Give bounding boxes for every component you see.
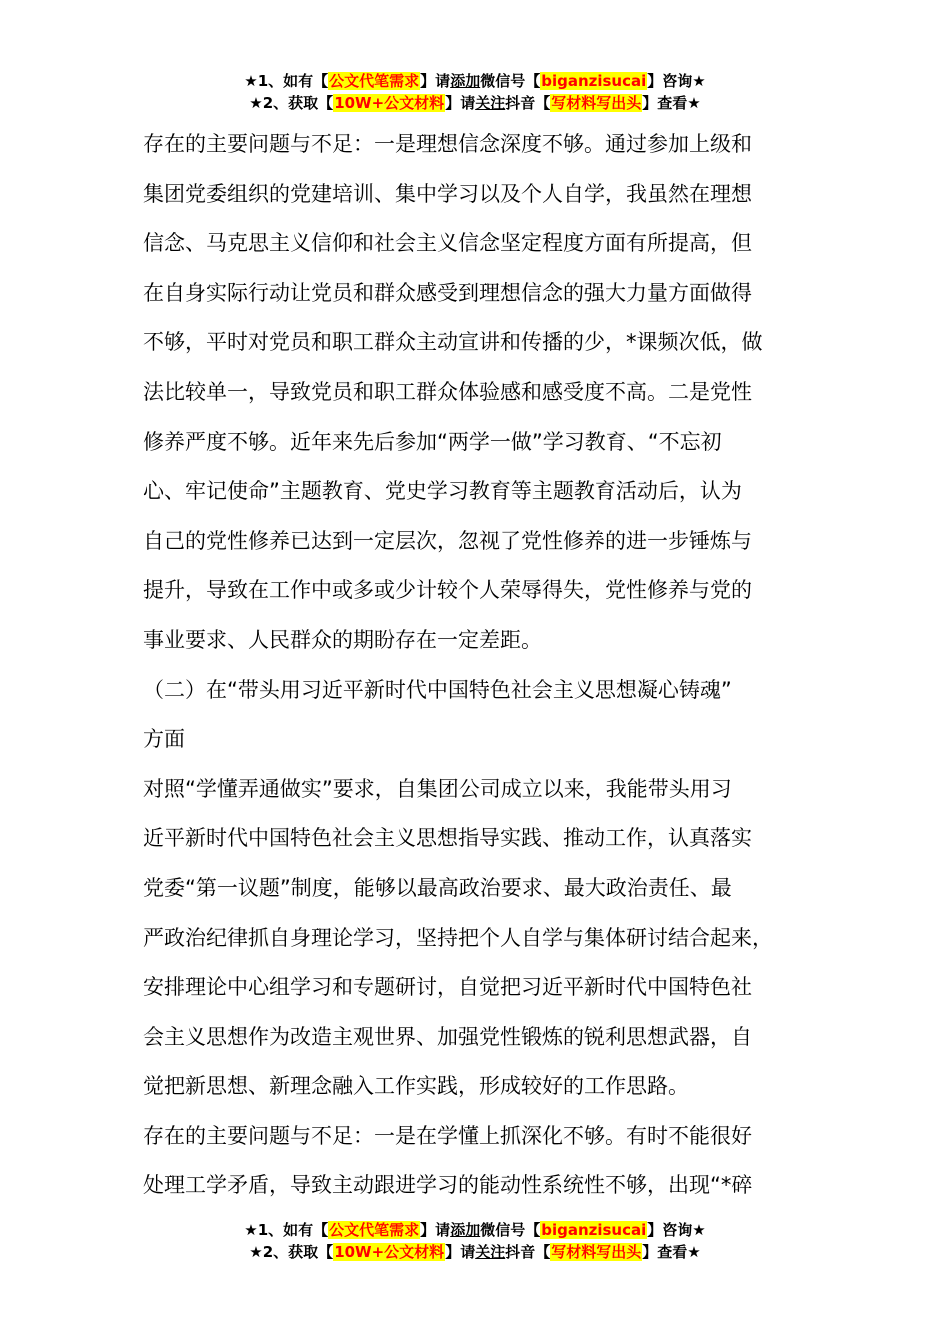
text-line: 近平新时代中国特色社会主义思想指导实践、推动工作，认真落实 bbox=[143, 826, 752, 851]
banner-text: 微信号【 bbox=[480, 72, 541, 90]
header-banner bbox=[0, 70, 950, 114]
banner-text: ★2、获取【 bbox=[249, 1243, 334, 1261]
text-line: 存在的主要问题与不足：一是理想信念深度不够。通过参加上级和 bbox=[143, 132, 752, 156]
text-line: 方面 bbox=[143, 727, 185, 752]
highlight-douyin: 写材料写出头 bbox=[551, 1243, 642, 1261]
banner-text: 】请 bbox=[445, 94, 476, 112]
banner-line-1 bbox=[0, 1219, 950, 1241]
text-line: 修养严度不够。近年来先后参加“两学一做”学习教育、“不忘初 bbox=[143, 429, 722, 454]
text-line: 安排理论中心组学习和专题研讨，自觉把习近平新时代中国特色社 bbox=[143, 975, 752, 1000]
paragraph-problems-1 bbox=[143, 120, 833, 666]
banner-text: 】查看★ bbox=[642, 1243, 701, 1261]
text-line: 觉把新思想、新理念融入工作实践，形成较好的工作思路。 bbox=[143, 1074, 689, 1099]
text-line: 集团党委组织的党建培训、集中学习以及个人自学，我虽然在理想 bbox=[143, 181, 752, 206]
underline-text: 添加 bbox=[450, 1221, 481, 1239]
text-line: 提升，导致在工作中或多或少计较个人荣辱得失，党性修养与党的 bbox=[143, 578, 752, 603]
highlight-materials: 10W+公文材料 bbox=[334, 94, 445, 112]
text-line: 事业要求、人民群众的期盼存在一定差距。 bbox=[143, 627, 542, 652]
highlight-service: 公文代笔需求 bbox=[329, 72, 420, 90]
text-line: 会主义思想作为改造主观世界、加强党性锻炼的锐利思想武器，自 bbox=[143, 1024, 752, 1049]
banner-text: 微信号【 bbox=[480, 1221, 541, 1239]
text-line: 在自身实际行动让党员和群众感受到理想信念的强大力量方面做得 bbox=[143, 280, 752, 305]
banner-text: 】请 bbox=[445, 1243, 476, 1261]
underline-text: 添加 bbox=[450, 72, 481, 90]
banner-text: ★1、如有【 bbox=[244, 72, 329, 90]
banner-text: 】查看★ bbox=[642, 94, 701, 112]
banner-text: 】请 bbox=[420, 1221, 451, 1239]
text-line: （二）在“带头用习近平新时代中国特色社会主义思想凝心铸魂” bbox=[143, 677, 732, 702]
banner-text: 抖音【 bbox=[505, 94, 551, 112]
underline-text: 关注 bbox=[475, 1243, 506, 1261]
banner-text: 】咨询★ bbox=[647, 1221, 706, 1239]
text-line: 心、牢记使命”主题教育、党史学习教育等主题教育活动后，认为 bbox=[143, 479, 742, 504]
underline-text: 关注 bbox=[475, 94, 506, 112]
banner-text: 抖音【 bbox=[505, 1243, 551, 1261]
section-heading bbox=[143, 666, 833, 765]
highlight-douyin: 写材料写出头 bbox=[551, 94, 642, 112]
banner-text: ★2、获取【 bbox=[249, 94, 334, 112]
banner-text: ★1、如有【 bbox=[244, 1221, 329, 1239]
banner-text: 】请 bbox=[420, 72, 451, 90]
paragraph-problems-2 bbox=[143, 1112, 833, 1211]
highlight-service: 公文代笔需求 bbox=[329, 1221, 420, 1239]
text-line: 自己的党性修养已达到一定层次，忽视了党性修养的进一步锤炼与 bbox=[143, 528, 752, 553]
text-line: 处理工学矛盾，导致主动跟进学习的能动性系统性不够，出现“*碎 bbox=[143, 1173, 753, 1198]
footer-banner bbox=[0, 1219, 950, 1263]
text-line: 法比较单一，导致党员和职工群众体验感和感受度不高。二是党性 bbox=[143, 379, 752, 404]
document-body bbox=[143, 120, 833, 1211]
text-line: 不够，平时对党员和职工群众主动宣讲和传播的少，*课频次低，做 bbox=[143, 330, 763, 355]
banner-line-2 bbox=[0, 1241, 950, 1263]
text-line: 存在的主要问题与不足：一是在学懂上抓深化不够。有时不能很好 bbox=[143, 1123, 752, 1148]
highlight-wechat-id: biganzisucai bbox=[541, 1221, 647, 1239]
text-line: 信念、马克思主义信仰和社会主义信念坚定程度方面有所提高，但 bbox=[143, 231, 752, 256]
text-line: 党委“第一议题”制度，能够以最高政治要求、最大政治责任、最 bbox=[143, 875, 732, 900]
paragraph-achievements bbox=[143, 765, 833, 1112]
highlight-wechat-id: biganzisucai bbox=[541, 72, 647, 90]
text-line: 严政治纪律抓自身理论学习，坚持把个人自学与集体研讨结合起来， bbox=[143, 925, 773, 950]
banner-line-1 bbox=[0, 70, 950, 92]
text-line: 对照“学懂弄通做实”要求，自集团公司成立以来，我能带头用习 bbox=[143, 776, 732, 801]
highlight-materials: 10W+公文材料 bbox=[334, 1243, 445, 1261]
banner-text: 】咨询★ bbox=[647, 72, 706, 90]
banner-line-2 bbox=[0, 92, 950, 114]
